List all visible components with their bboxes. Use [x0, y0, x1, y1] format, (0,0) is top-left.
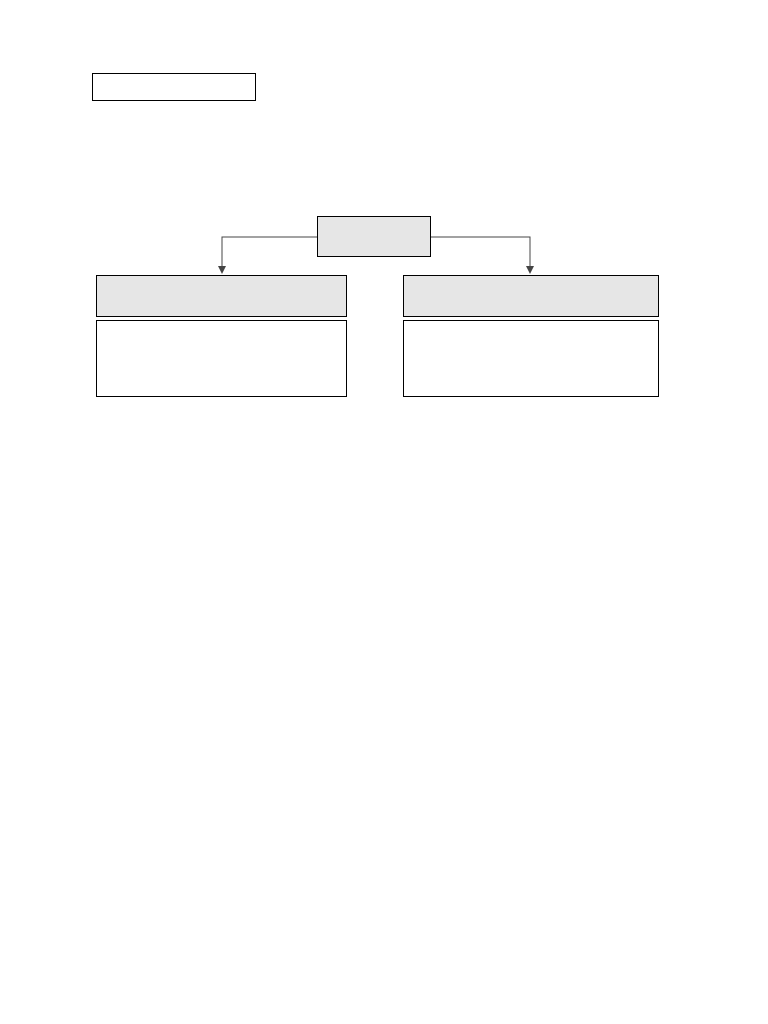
non-ionising-description — [403, 320, 659, 397]
em-spectrum-diagram — [0, 460, 768, 590]
ionising-description — [96, 320, 347, 397]
radiation-root-box — [317, 216, 431, 257]
non-ionising-box — [403, 275, 659, 317]
ionising-box — [96, 275, 347, 317]
